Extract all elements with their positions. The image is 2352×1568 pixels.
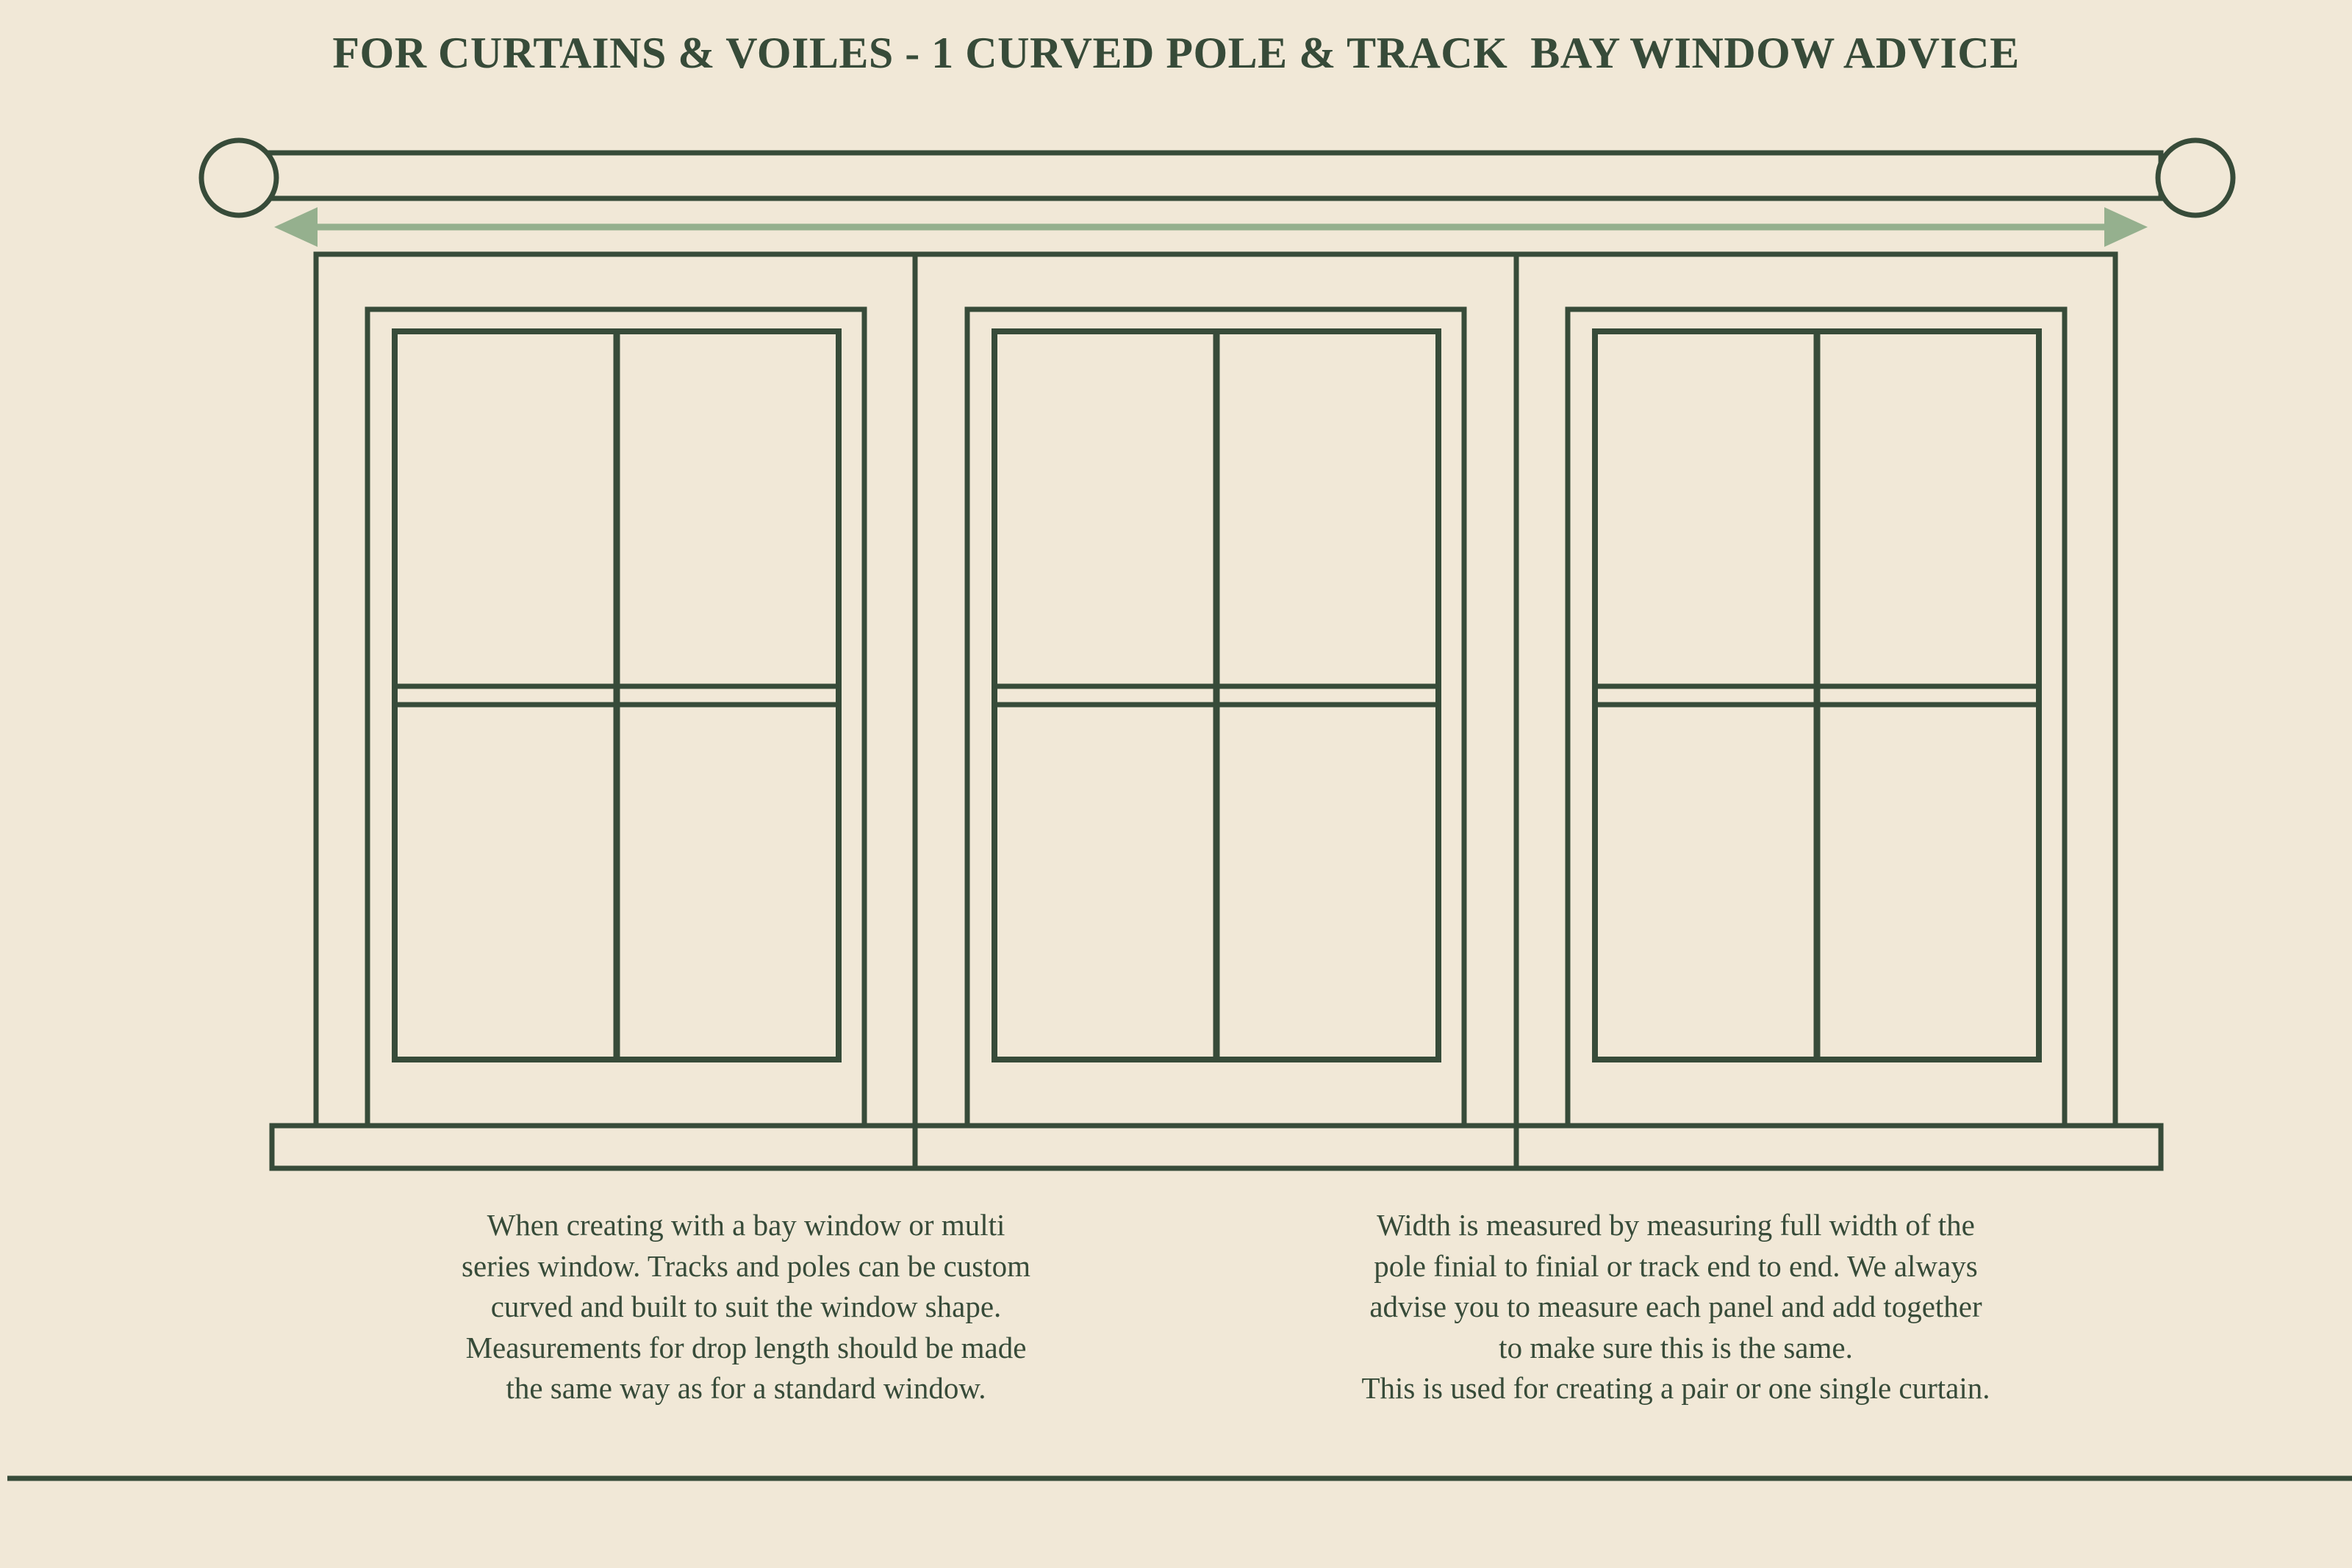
- measurement-line: pole finial to finial or track end to end. We always: [1374, 1248, 1978, 1283]
- measurement-line: Width is measured by measuring full width of the: [1377, 1208, 1975, 1242]
- measurement-line: This is used for creating a pair or one single curtain.: [1361, 1371, 1990, 1405]
- measurement-line: to make sure this is the same.: [1499, 1330, 1853, 1364]
- advice-line: curved and built to suit the window shape.: [490, 1290, 1002, 1323]
- measurement-line: advise you to measure each panel and add together: [1369, 1290, 1982, 1323]
- advice-line: Measurements for drop length should be made: [465, 1330, 1027, 1364]
- advice-line: series window. Tracks and poles can be custom: [462, 1248, 1030, 1283]
- advice-line: When creating with a bay window or multi: [487, 1208, 1005, 1242]
- advice-line: the same way as for a standard window.: [506, 1371, 986, 1405]
- page-title: FOR CURTAINS & VOILES - 1 CURVED POLE & TRACK BAY WINDOW ADVICE: [332, 29, 2020, 77]
